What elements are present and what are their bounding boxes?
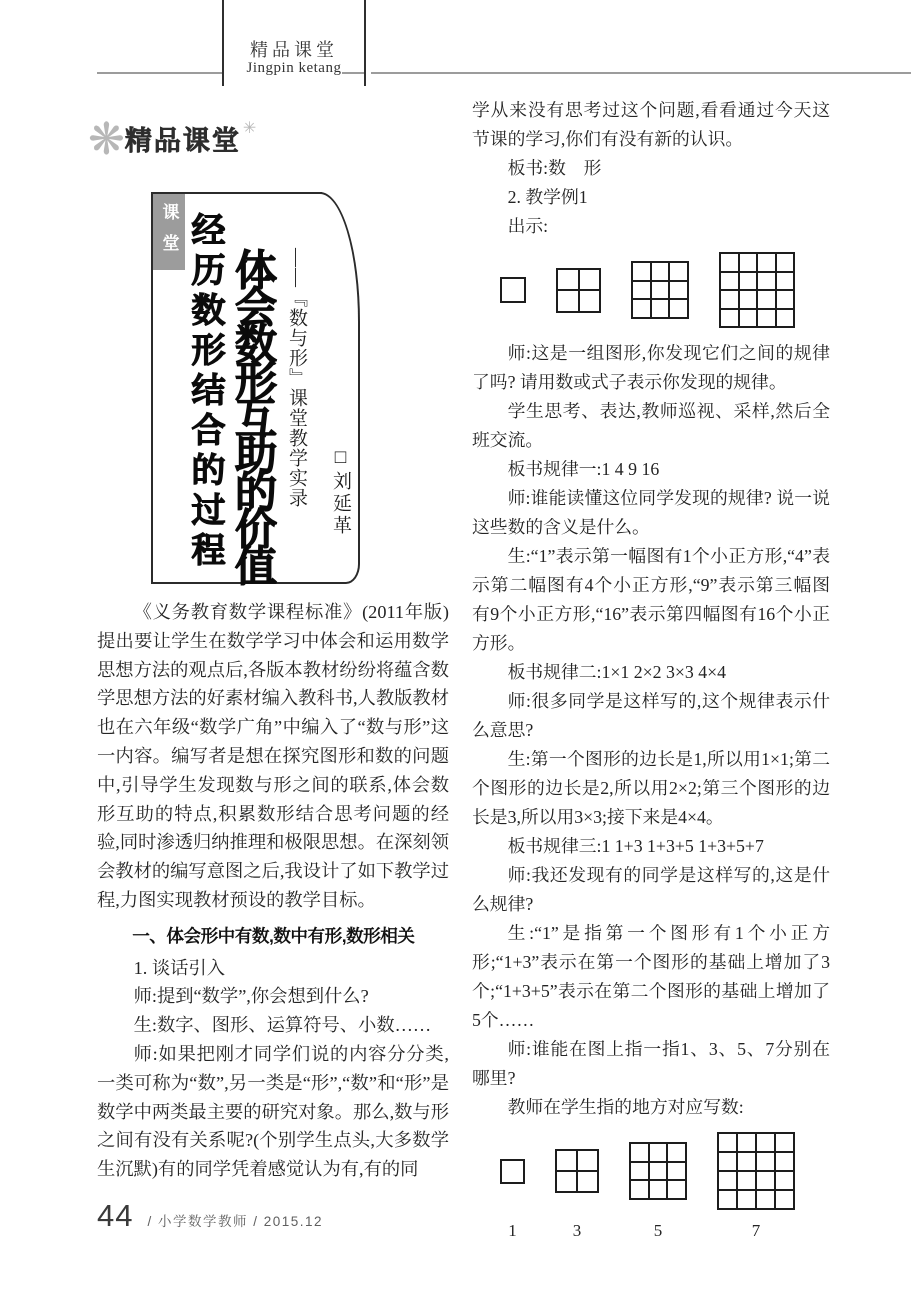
header-rule-mid bbox=[342, 72, 364, 74]
sparkle-icon: ✳ bbox=[242, 120, 257, 137]
paragraph: 师:谁能读懂这位同学发现的规律? 说一说这些数的含义是什么。 bbox=[472, 488, 830, 537]
paragraph: 师:我还发现有的同学是这样写的,这是什么规律? bbox=[472, 865, 830, 914]
paragraph: 生:数字、图形、运算符号、小数…… bbox=[133, 1015, 432, 1036]
header-rule-right bbox=[371, 72, 911, 74]
grid-count-label: 3 bbox=[572, 1221, 582, 1240]
paragraph: 师:这是一组图形,你发现它们之间的规律了吗? 请用数或式子表示你发现的规律。 bbox=[472, 343, 830, 392]
header-rule-left bbox=[97, 72, 222, 74]
paragraph: 2. 教学例1 bbox=[507, 187, 588, 207]
journal-issue-label: / 小学数学教师 / 2015.12 bbox=[147, 1214, 324, 1229]
paragraph: 师:提到“数学”,你会想到什么? bbox=[133, 986, 369, 1007]
right-column bbox=[472, 96, 830, 1247]
page-number: 44 bbox=[97, 1198, 134, 1233]
figure-item bbox=[631, 248, 689, 332]
page-footer bbox=[97, 1198, 323, 1234]
article-author: □刘延革 bbox=[330, 447, 351, 537]
section-heading: 一、体会形中有数,数中有形,数形相关 bbox=[132, 925, 415, 946]
column-header-pinyin: Jingpin ketang bbox=[246, 60, 342, 76]
square-grids-figure-2 bbox=[500, 1129, 830, 1240]
paragraph: 板书:数 形 bbox=[507, 158, 602, 178]
square-grid-2x2 bbox=[555, 1149, 599, 1193]
figure-item bbox=[500, 1129, 525, 1240]
square-grids-figure-1 bbox=[500, 248, 830, 332]
section-logo-text: 精品课堂 bbox=[124, 126, 241, 156]
paragraph: 板书规律一:1 4 9 16 bbox=[507, 459, 660, 479]
square-grid-3x3 bbox=[631, 261, 689, 319]
column-badge: 课堂 bbox=[153, 194, 185, 270]
figure-item bbox=[629, 1129, 687, 1240]
paragraph: 《义务教育数学课程标准》(2011年版)提出要让学生在数学学习中体会和运用数学思想方法的观点后,各版本教材纷纷将蕴含数学思想方法的好素材编入教科书,人教版教材也在六年级“数学广角”中编入了“数与形”这一内容。编写者是想在探究图形和数的问题中,引导学生发现数与形之间的联系,体会数形互助的特点,积累数形结合思考问题的经验,同时渗透归纳推理和极限思想。在深刻领会教材的编写意图之后,我设计了如下教学过程,力图实现教材预设的教学目标。 bbox=[97, 602, 449, 910]
paragraph: 板书规律二:1×1 2×2 3×3 4×4 bbox=[507, 662, 727, 682]
paragraph: 学生思考、表达,教师巡视、采样,然后全班交流。 bbox=[472, 401, 830, 450]
paragraph: 学从来没有思考过这个问题,看看通过今天这节课的学习,你们有没有新的认识。 bbox=[472, 100, 830, 149]
paragraph: 师:谁能在图上指一指1、3、5、7分别在哪里? bbox=[472, 1039, 830, 1088]
square-grid-3x3 bbox=[629, 1142, 687, 1200]
paragraph: 1. 谈话引入 bbox=[133, 957, 225, 978]
grid-count-label: 7 bbox=[751, 1221, 761, 1240]
article-title-line-1: 经历数形结合的过程 bbox=[186, 212, 224, 572]
section-logo bbox=[88, 116, 256, 166]
paragraph: 师:很多同学是这样写的,这个规律表示什么意思? bbox=[472, 691, 830, 740]
square-grid-1x1 bbox=[500, 1159, 525, 1184]
paragraph: 生:第一个图形的边长是1,所以用1×1;第二个图形的边长是2,所以用2×2;第三个图形的边长是3,所以用3×3;接下来是4×4。 bbox=[472, 749, 830, 827]
left-column bbox=[97, 598, 449, 1184]
grid-count-label: 5 bbox=[653, 1221, 663, 1240]
article-title-box bbox=[151, 192, 361, 585]
figure-item bbox=[555, 1129, 599, 1240]
square-grid-1x1 bbox=[500, 277, 526, 303]
paragraph: 师:如果把刚才同学们说的内容分分类,一类可称为“数”,另一类是“形”,“数”和“形”是数学中两类最主要的研究对象。那么,数与形之间有没有关系呢?(个别学生点头,大多数学生沉默)有的同学凭着感觉认为有,有的同 bbox=[97, 1043, 449, 1180]
figure-item bbox=[500, 248, 526, 332]
figure-item bbox=[717, 1129, 795, 1240]
article-title-line-2: 体会数形互助的价值 bbox=[230, 248, 277, 581]
paragraph: 出示: bbox=[507, 216, 549, 236]
square-grid-4x4 bbox=[717, 1132, 795, 1210]
column-header-title: 精品课堂 bbox=[250, 40, 338, 60]
header-divider-bar-right bbox=[364, 0, 366, 86]
leaf-icon: ❋ bbox=[88, 115, 125, 164]
figure-item bbox=[719, 248, 795, 332]
paragraph: 生:“1”是指第一个图形有1个小正方形;“1+3”表示在第一个图形的基础上增加了3个;“1+3+5”表示在第二个图形的基础上增加了5个…… bbox=[472, 923, 830, 1030]
paragraph: 教师在学生指的地方对应写数: bbox=[507, 1097, 744, 1117]
square-grid-4x4 bbox=[719, 252, 795, 328]
paragraph: 板书规律三:1 1+3 1+3+5 1+3+5+7 bbox=[507, 836, 764, 856]
square-grid-2x2 bbox=[556, 268, 601, 313]
article-subtitle: ——『数与形』课堂教学实录 bbox=[286, 248, 307, 508]
figure-item bbox=[556, 248, 601, 332]
grid-count-label: 1 bbox=[508, 1221, 517, 1240]
paragraph: 生:“1”表示第一幅图有1个小正方形,“4”表示第二幅图有4个小正方形,“9”表示第三幅图有9个小正方形,“16”表示第四幅图有16个小正方形。 bbox=[472, 546, 830, 653]
